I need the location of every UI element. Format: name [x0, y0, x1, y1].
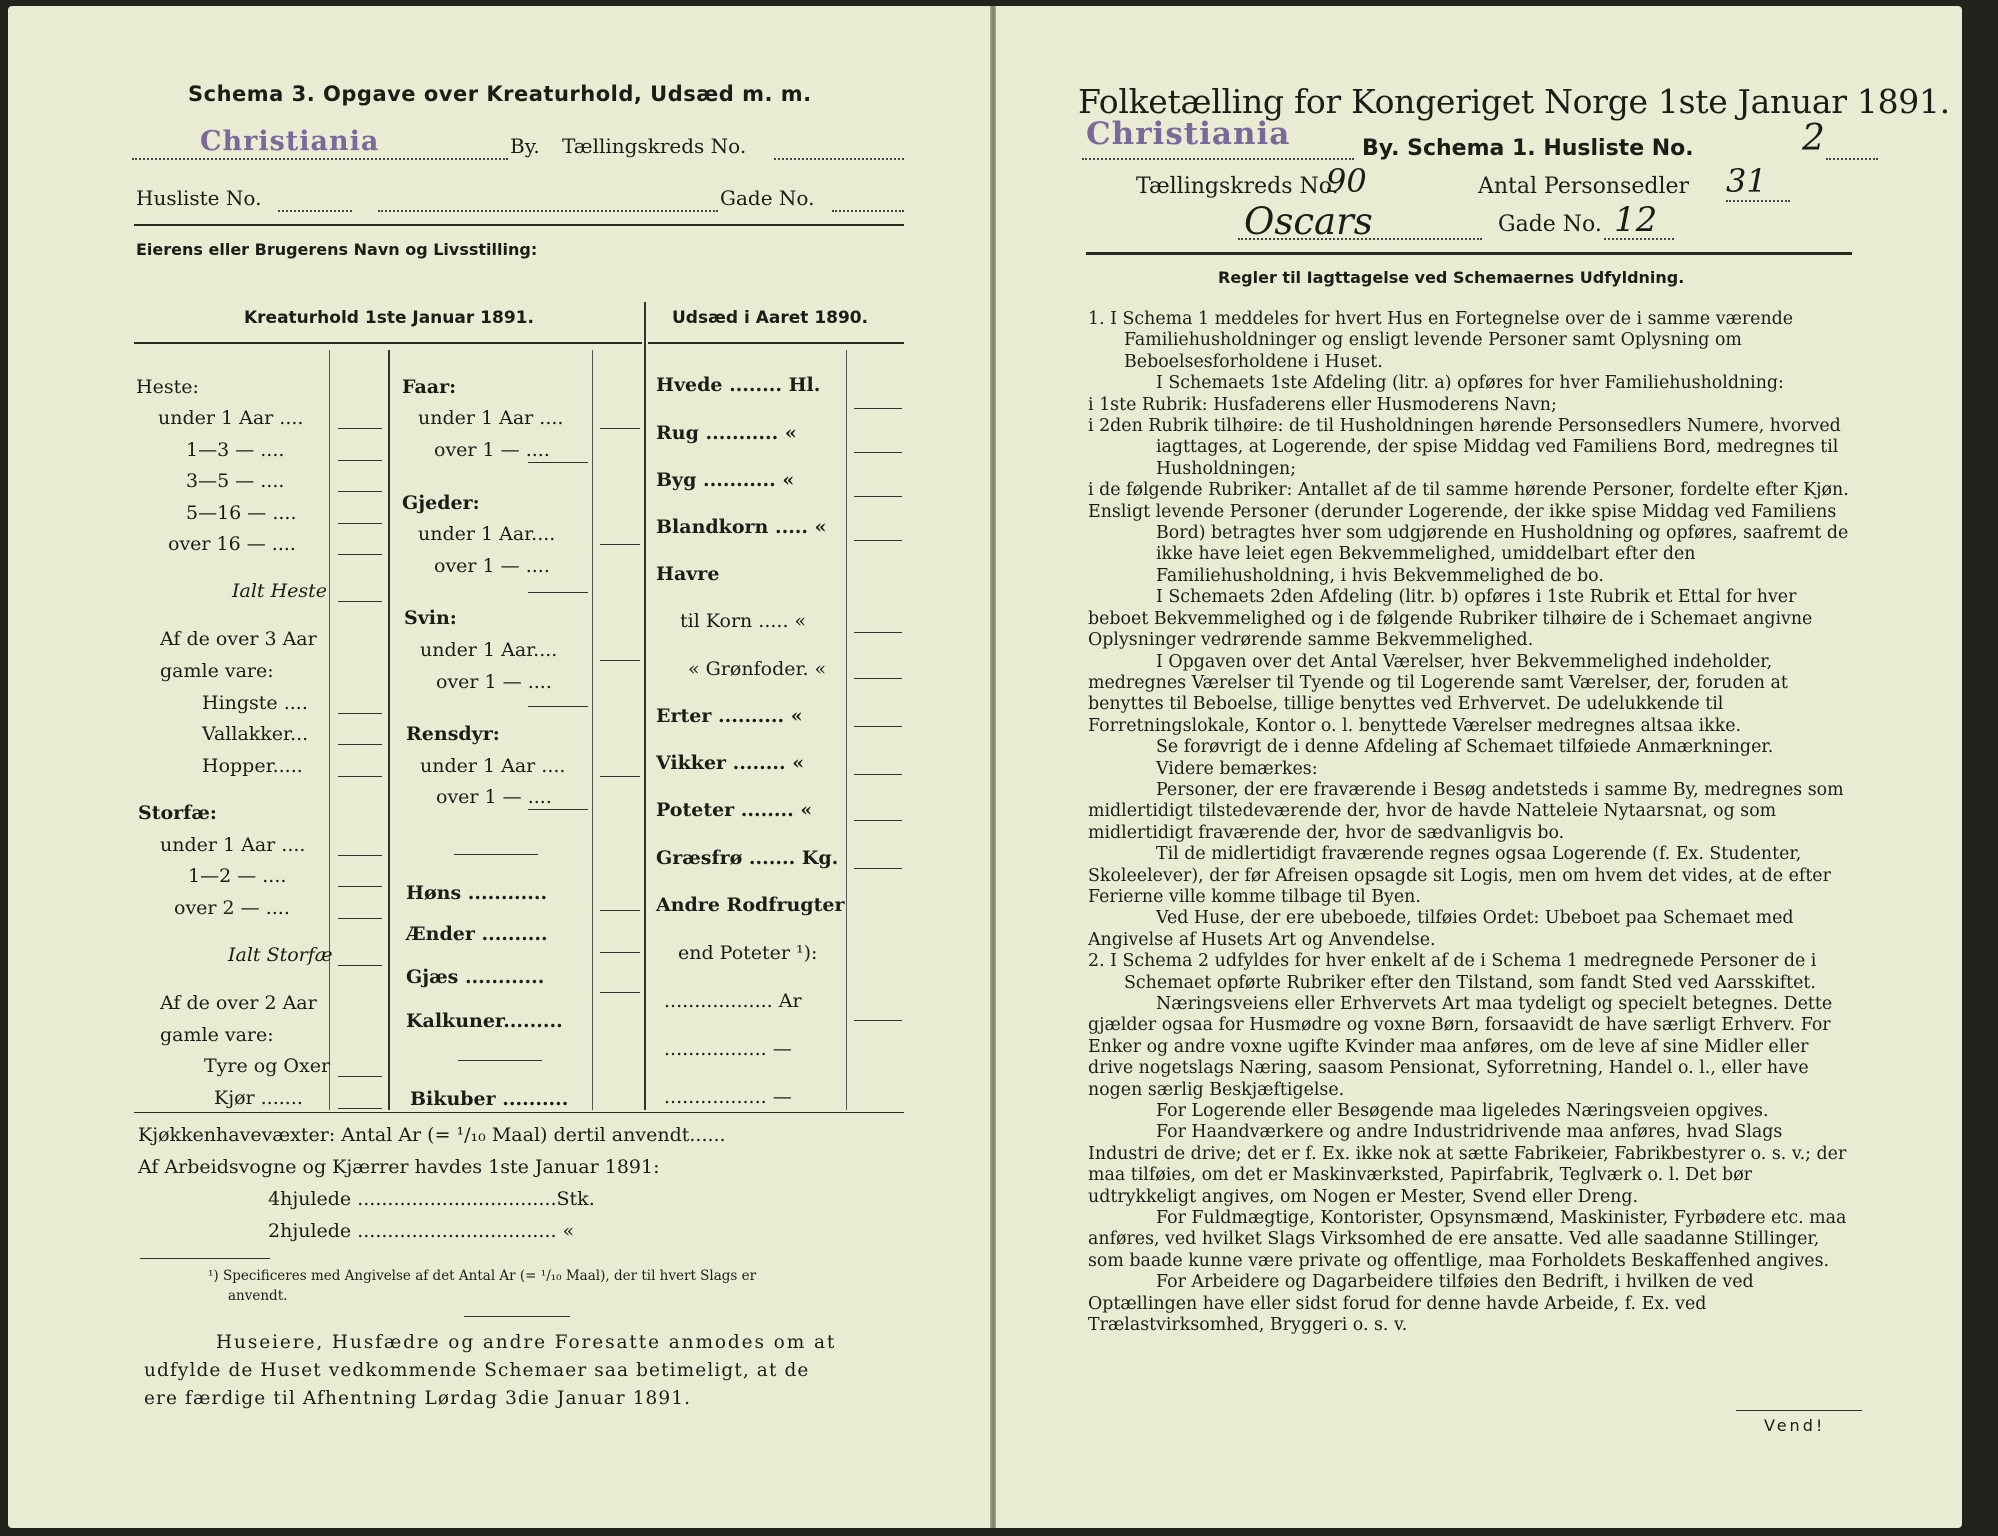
husliste-dotted-line	[278, 210, 352, 212]
antal-dotted-line	[1726, 200, 1790, 202]
value-blank	[600, 544, 640, 545]
value-blank	[854, 496, 902, 497]
col1-row: 1—2 — ....	[188, 865, 287, 887]
taellingskreds-dotted-line	[774, 158, 904, 160]
col2-row: Svin:	[404, 607, 457, 629]
rule-paragraph: Ensligt levende Personer (derunder Logerende, der ikke spise Middag ved Familiens Bord) betragtes hver som udgjørende en Husholdning og opføres, saafremt de ikke have leiet egen Bekvemmelighed, umiddelbart efter den Familiehusholdning, i hvis Bekvemmelighed de bo.	[1088, 501, 1849, 586]
folketaelling-title: Folketælling for Kongeriget Norge 1ste Januar 1891.	[1078, 82, 1950, 121]
antal-personsedler-label: Antal Personsedler	[1478, 174, 1690, 199]
col1-col2-divider	[388, 350, 390, 1110]
col3-row: .................. Ar	[664, 990, 802, 1012]
value-blank	[338, 886, 382, 887]
value-blank	[854, 774, 902, 775]
gade-label-right: Gade No.	[1498, 212, 1602, 237]
col2-row: under 1 Aar ....	[418, 407, 564, 429]
rule-paragraph: Næringsveiens eller Erhvervets Art maa tydeligt og specielt betegnes. Dette gjælder ogsaa for Husmødre og voxne Børn, forsaavidt de have særligt Erhverv. For Enker og andre voxne ugifte Kvinder maa anføres, om de leve af sine Midler eller drive nogetslags Næring, saasom Pensionat, Syforretning, Handel o. l., eller have nogen særlig Beskjæftigelse.	[1088, 994, 1833, 1100]
value-blank	[528, 592, 588, 593]
taellingskreds-label-right: Tællingskreds No.	[1136, 174, 1339, 199]
rules-body	[1088, 309, 1858, 1337]
by-schema-husliste-label: By. Schema 1. Husliste No.	[1362, 136, 1694, 161]
value-blank	[854, 868, 902, 869]
col2-row: Faar:	[402, 376, 457, 398]
value-blank	[338, 523, 382, 524]
value-blank	[338, 855, 382, 856]
col2-row: under 1 Aar....	[420, 639, 558, 661]
gade-label-left: Gade No.	[720, 186, 815, 210]
col1-row: Hopper.....	[202, 755, 303, 777]
value-blank	[338, 491, 382, 492]
vend-label: Vend!	[1764, 1416, 1826, 1435]
antal-personsedler-handwritten: 31	[1726, 162, 1767, 200]
col2-row: under 1 Aar....	[418, 523, 556, 545]
value-blank	[338, 601, 382, 602]
col3-row: Hvede ........ Hl.	[656, 374, 821, 396]
rule-paragraph: For Haandværkere og andre Industridrivende maa anføres, hvad Slags Industri de drive; det er f. Ex. ikke nok at sætte Fabrikeier, Fabrikbestyrer o. s. v.; der maa tilføies, om det er Maskinværksted, Papirfabrik, Teglværk o. l. Det bør udtrykkeligt angives, om Nogen er Mester, Svend eller Dreng.	[1088, 1122, 1847, 1207]
col1-row: over 16 — ....	[168, 533, 296, 555]
col2-row: Gjæs ............	[406, 966, 545, 988]
col2-row: Rensdyr:	[406, 723, 500, 745]
col1-row: Vallakker...	[202, 723, 309, 745]
closing-line-3: ere færdige til Afhentning Lørdag 3die Januar 1891.	[144, 1388, 692, 1409]
taellingskreds-label-left: Tællingskreds No.	[562, 134, 747, 158]
rule-paragraph: I Schemaets 2den Afdeling (litr. b) opføres i 1ste Rubrik et Ettal for hver beboet Bekvemmelighed og i de følgende Rubriker tilhøire de i Schemaet angivne Oplysninger vedrørende samme Bekvemmelighed.	[1088, 587, 1813, 651]
rules-title: Regler til Iagttagelse ved Schemaernes Udfyldning.	[1218, 268, 1685, 287]
col2-row: over 1 — ....	[434, 555, 550, 577]
col2-row: Bikuber ..........	[410, 1088, 569, 1110]
table-main-divider	[644, 302, 646, 1110]
rule-paragraph: 1. I Schema 1 meddeles for hvert Hus en Fortegnelse over de i samme værende Familiehusholdninger og ensligt levende Personer samt Oplysning om Beboelsesforholdene i Huset.	[1088, 309, 1794, 372]
col1-row: under 1 Aar ....	[160, 834, 306, 856]
col3-row: Poteter ........ «	[656, 799, 813, 821]
col2-row: Høns ............	[406, 882, 548, 904]
col1-row: 1—3 — ....	[186, 439, 285, 461]
kreaturhold-header: Kreaturhold 1ste Januar 1891.	[244, 308, 534, 328]
schema-3-title: Schema 3. Opgave over Kreaturhold, Udsæd m. m.	[188, 82, 812, 106]
value-blank	[854, 632, 902, 633]
gade-name-handwritten: Oscars	[1244, 200, 1373, 243]
col3-row: Græsfrø ....... Kg.	[656, 847, 839, 869]
gade-no-handwritten: 12	[1614, 200, 1658, 240]
col1-row: 3—5 — ....	[186, 470, 285, 492]
kreatur-header-rule	[134, 342, 642, 344]
col3-row: end Poteter ¹):	[678, 942, 818, 964]
col2-row: Gjeder:	[402, 492, 480, 514]
value-blank	[528, 809, 588, 810]
husliste-no-handwritten: 2	[1802, 118, 1825, 159]
rule-paragraph: Personer, der ere fraværende i Besøg andetsteds i samme By, medregnes som midlertidigt tilstedeværende der, hvor de havde Natteleie Nytaarsnat, og som midlertidigt fraværende der, hvor de sædvanligvis bo.	[1088, 779, 1844, 843]
closing-line-2: udfylde de Huset vedkommende Schemaer saa betimeligt, at de	[144, 1360, 810, 1381]
rule-paragraph: I Schemaets 1ste Afdeling (litr. a) opføres for hver Familiehusholdning:	[1156, 373, 1784, 394]
husliste-dotted-line-right	[1826, 158, 1878, 160]
col2-row: Ænder ..........	[406, 923, 548, 945]
col2-row: under 1 Aar ....	[420, 755, 566, 777]
value-blank	[600, 776, 640, 777]
christiania-stamp-left: Christiania	[200, 126, 380, 157]
fourwheel-line: 4hjulede .................................Stk.	[268, 1188, 595, 1210]
rule-paragraph: Ved Huse, der ere ubeboede, tilføies Ordet: Ubeboet paa Schemaet med Angivelse af Husets Art og Anvendelse.	[1088, 908, 1794, 950]
col2-separator	[458, 1060, 542, 1061]
rule-paragraph: I Opgaven over det Antal Værelser, hver Bekvemmelighed indeholder, medregnes Værelser til Tyende og til Logerende samt Værelser, der, foruden at benyttes til Beboelse, tillige benyttes ved Erhvervet. De udelukkende til Forretningslokale, Kontor o. l. benyttede Værelser medregnes altsaa ikke.	[1088, 651, 1788, 736]
by-dotted-line	[132, 158, 508, 160]
arbeidsvogne-line: Af Arbeidsvogne og Kjærrer havdes 1ste Januar 1891:	[138, 1156, 660, 1178]
col1-row: Heste:	[136, 376, 199, 398]
col2-row: over 1 — ....	[436, 671, 552, 693]
col3-row: ................. —	[664, 1086, 792, 1108]
col1-row: under 1 Aar ....	[158, 407, 304, 429]
col3-row: Erter .......... «	[656, 705, 803, 727]
col3-value-divider	[846, 350, 847, 1110]
value-blank	[854, 452, 902, 453]
col1-row: Ialt Heste	[232, 580, 328, 602]
col3-row: Rug ........... «	[656, 422, 797, 444]
taellingskreds-no-handwritten: 90	[1326, 162, 1367, 200]
footnote-line-2: anvendt.	[228, 1288, 288, 1304]
left-page-schema-3	[8, 6, 990, 1528]
col3-row: Byg ........... «	[656, 469, 795, 491]
value-blank	[338, 965, 382, 966]
value-blank	[338, 554, 382, 555]
col3-row: til Korn ..... «	[680, 610, 807, 632]
value-blank	[600, 952, 640, 953]
christiania-stamp-right: Christiania	[1086, 116, 1291, 152]
rule-paragraph: Til de midlertidigt fraværende regnes ogsaa Logerende (f. Ex. Studenter, Skoleelever), der før Afreisen opsagde sit Logis, men om hvem det vides, at de efter Ferierne ville komme tilbage til Byen.	[1088, 844, 1831, 907]
col1-row: gamle vare:	[160, 660, 274, 682]
value-blank	[854, 820, 902, 821]
col2-row: over 1 — ....	[434, 439, 550, 461]
right-by-dotted-line	[1082, 158, 1354, 160]
col3-row: « Grønfoder. «	[688, 658, 827, 680]
rule-paragraph: i 1ste Rubrik: Husfaderens eller Husmoderens Navn;	[1088, 394, 1557, 415]
col3-row: ................. —	[664, 1038, 792, 1060]
gade-no-dotted-line	[1604, 238, 1674, 240]
rule-paragraph: Se forøvrigt de i denne Afdeling af Schemaet tilføiede Anmærkninger.	[1156, 737, 1774, 758]
husliste-label-left: Husliste No.	[136, 186, 262, 210]
right-page-schema-1	[996, 6, 1962, 1528]
col2-separator	[454, 854, 538, 855]
rule-paragraph: For Arbeidere og Dagarbeidere tilføies den Bedrift, i hvilken de ved Optællingen have eller sidst forud for denne havde Arbeide, f. Ex. ved Trælastvirksomhed, Bryggeri o. s. v.	[1088, 1272, 1754, 1336]
value-blank	[854, 408, 902, 409]
gade-name-dotted-line	[1238, 238, 1482, 240]
gade-dotted-line	[378, 210, 718, 212]
col1-row: Af de over 3 Aar	[160, 628, 317, 650]
col1-row: Ialt Storfæ	[228, 944, 333, 966]
value-blank	[338, 1076, 382, 1077]
rule-paragraph: 2. I Schema 2 udfyldes for hver enkelt af de i Schema 1 medregnede Personer de i Schemaet opførte Rubriker efter den Tilstand, som fandt Sted ved Aarsskiftet.	[1088, 951, 1817, 993]
rule-paragraph: i 2den Rubrik tilhøire: de til Husholdningen hørende Personsedlers Numere, hvorved iagttages, at Logerende, der spise Middag ved Familiens Bord, medregnes til Husholdningen;	[1088, 416, 1841, 479]
udsaed-header: Udsæd i Aaret 1890.	[672, 308, 869, 328]
value-blank	[338, 744, 382, 745]
rule-paragraph: i de følgende Rubriker: Antallet af de til samme hørende Personer, fordelte efter Kjøn.	[1088, 480, 1849, 501]
rule-paragraph: For Fuldmægtige, Kontorister, Opsynsmænd, Maskinister, Fyrbødere etc. maa anføres, ved hvilket Slags Virksomhed de ere ansatte. Ved alle saadanne Stillinger, som baade kunne være private og offentlige, maa Forholdets Beskaffenhed angives.	[1088, 1208, 1847, 1271]
col3-row: Andre Rodfrugter	[656, 894, 845, 916]
col3-row: Havre	[656, 563, 720, 585]
footnote-rule	[140, 1258, 270, 1259]
rule-paragraph: For Logerende eller Besøgende maa ligeledes Næringsveien opgives.	[1156, 1101, 1769, 1122]
gade-no-dotted-line	[832, 210, 904, 212]
value-blank	[338, 428, 382, 429]
eier-label: Eierens eller Brugerens Navn og Livsstilling:	[136, 240, 538, 259]
col1-row: gamle vare:	[160, 1024, 274, 1046]
value-blank	[600, 910, 640, 911]
col1-row: Tyre og Oxer	[204, 1055, 331, 1077]
udsaed-header-rule	[648, 342, 904, 344]
col3-row: Blandkorn ..... «	[656, 516, 827, 538]
footnote-line-1: ¹) Specificeres med Angivelse af det Antal Ar (= ¹/₁₀ Maal), der til hvert Slags er	[208, 1268, 757, 1284]
rule-paragraph: Videre bemærkes:	[1156, 758, 1318, 779]
value-blank	[528, 462, 588, 463]
value-blank	[854, 540, 902, 541]
col2-row: Kalkuner.........	[406, 1010, 563, 1032]
value-blank	[600, 992, 640, 993]
value-blank	[338, 460, 382, 461]
value-blank	[854, 1020, 902, 1021]
col1-row: Af de over 2 Aar	[160, 992, 317, 1014]
col1-row: 5—16 — ....	[186, 502, 297, 524]
value-blank	[338, 1108, 382, 1109]
value-blank	[854, 726, 902, 727]
value-blank	[528, 706, 588, 707]
right-header-rule	[1086, 252, 1852, 255]
col1-row: Kjør .......	[214, 1087, 303, 1109]
value-blank	[600, 428, 640, 429]
by-label: By.	[510, 134, 540, 158]
value-blank	[338, 776, 382, 777]
col2-value-divider	[592, 350, 593, 1110]
closing-rule	[464, 1316, 570, 1317]
closing-line-1: Huseiere, Husfædre og andre Foresatte anmodes om at	[216, 1332, 837, 1353]
col2-row: over 1 — ....	[436, 786, 552, 808]
value-blank	[854, 678, 902, 679]
col3-row: Vikker ........ «	[656, 752, 805, 774]
twowheel-line: 2hjulede ................................. «	[268, 1220, 575, 1242]
col1-value-divider	[329, 350, 330, 1110]
col1-row: over 2 — ....	[174, 897, 290, 919]
kjokkenhave-line: Kjøkkenhavevæxter: Antal Ar (= ¹/₁₀ Maal) dertil anvendt......	[138, 1124, 726, 1146]
value-blank	[338, 918, 382, 919]
col1-row: Hingste ....	[202, 692, 308, 714]
header-rule	[134, 224, 904, 226]
table-bottom-rule	[134, 1112, 904, 1113]
value-blank	[600, 660, 640, 661]
vend-rule	[1736, 1410, 1862, 1411]
col1-row: Storfæ:	[138, 802, 217, 824]
value-blank	[338, 713, 382, 714]
